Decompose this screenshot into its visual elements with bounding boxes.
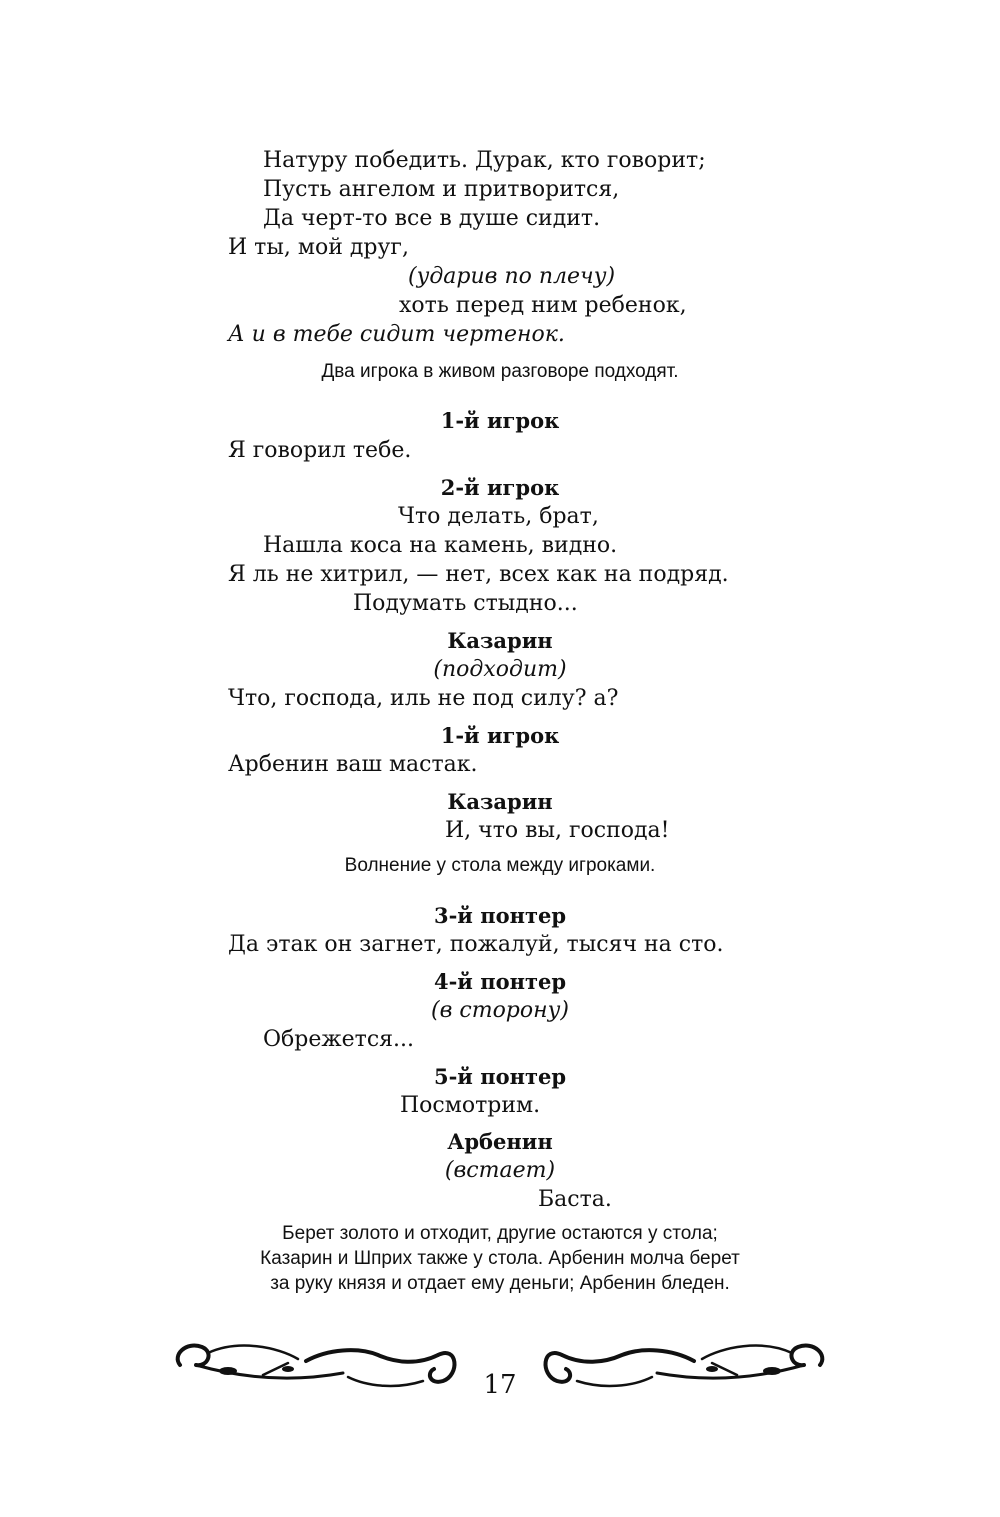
stage-remark: (в сторону) bbox=[431, 998, 569, 1023]
speaker-name: 4-й понтер bbox=[433, 969, 567, 994]
stage-remark: (встает) bbox=[444, 1158, 556, 1183]
verse-line: Натуру победить. Дурак, кто говорит; bbox=[263, 148, 706, 173]
verse-line: Я ль не хитрил, — нет, всех как на подряд. bbox=[228, 562, 729, 587]
verse-line: И ты, мой друг, bbox=[228, 235, 409, 260]
swirl-ornament-right-icon bbox=[532, 1325, 832, 1405]
page-number: 17 bbox=[483, 1370, 517, 1400]
verse-line: Да черт-то все в душе сидит. bbox=[263, 206, 601, 231]
verse-line: Я говорил тебе. bbox=[228, 438, 412, 463]
verse-line: Что, господа, иль не под силу? а? bbox=[228, 686, 619, 711]
verse-line: Посмотрим. bbox=[400, 1093, 541, 1118]
speaker-name: Казарин bbox=[447, 628, 553, 653]
stage-direction: Волнение у стола между игроками. bbox=[344, 855, 656, 876]
stage-direction: за руку князя и отдает ему деньги; Арбенин бледен. bbox=[270, 1273, 730, 1294]
verse-line: Баста. bbox=[538, 1187, 612, 1212]
swirl-ornament-left-icon bbox=[168, 1325, 468, 1405]
stage-direction: Берет золото и отходит, другие остаются у стола; bbox=[282, 1223, 718, 1244]
verse-line: Что делать, брат, bbox=[398, 504, 599, 529]
stage-direction: Два игрока в живом разговоре подходят. bbox=[321, 361, 679, 382]
speaker-name: Арбенин bbox=[447, 1129, 553, 1154]
speaker-name: 1-й игрок bbox=[440, 723, 560, 748]
verse-line: хоть перед ним ребенок, bbox=[399, 293, 687, 318]
verse-line: Арбенин ваш мастак. bbox=[228, 752, 478, 777]
verse-line: Да этак он загнет, пожалуй, тысяч на сто. bbox=[228, 932, 724, 957]
speaker-name: 1-й игрок bbox=[440, 408, 560, 433]
verse-line: А и в тебе сидит чертенок. bbox=[228, 322, 565, 347]
verse-line: Подумать стыдно... bbox=[353, 591, 578, 616]
verse-line: Нашла коса на камень, видно. bbox=[263, 533, 618, 558]
verse-line: Пусть ангелом и притворится, bbox=[263, 177, 620, 202]
speaker-name: 2-й игрок bbox=[440, 475, 560, 500]
speaker-name: 3-й понтер bbox=[433, 903, 567, 928]
stage-remark: (подходит) bbox=[433, 657, 567, 682]
stage-remark: (ударив по плечу) bbox=[408, 264, 616, 289]
speaker-name: 5-й понтер bbox=[433, 1064, 567, 1089]
stage-direction: Казарин и Шприх также у стола. Арбенин молча берет bbox=[260, 1248, 740, 1269]
verse-line: Обрежется... bbox=[263, 1027, 414, 1052]
speaker-name: Казарин bbox=[447, 789, 553, 814]
verse-line: И, что вы, господа! bbox=[445, 818, 670, 843]
